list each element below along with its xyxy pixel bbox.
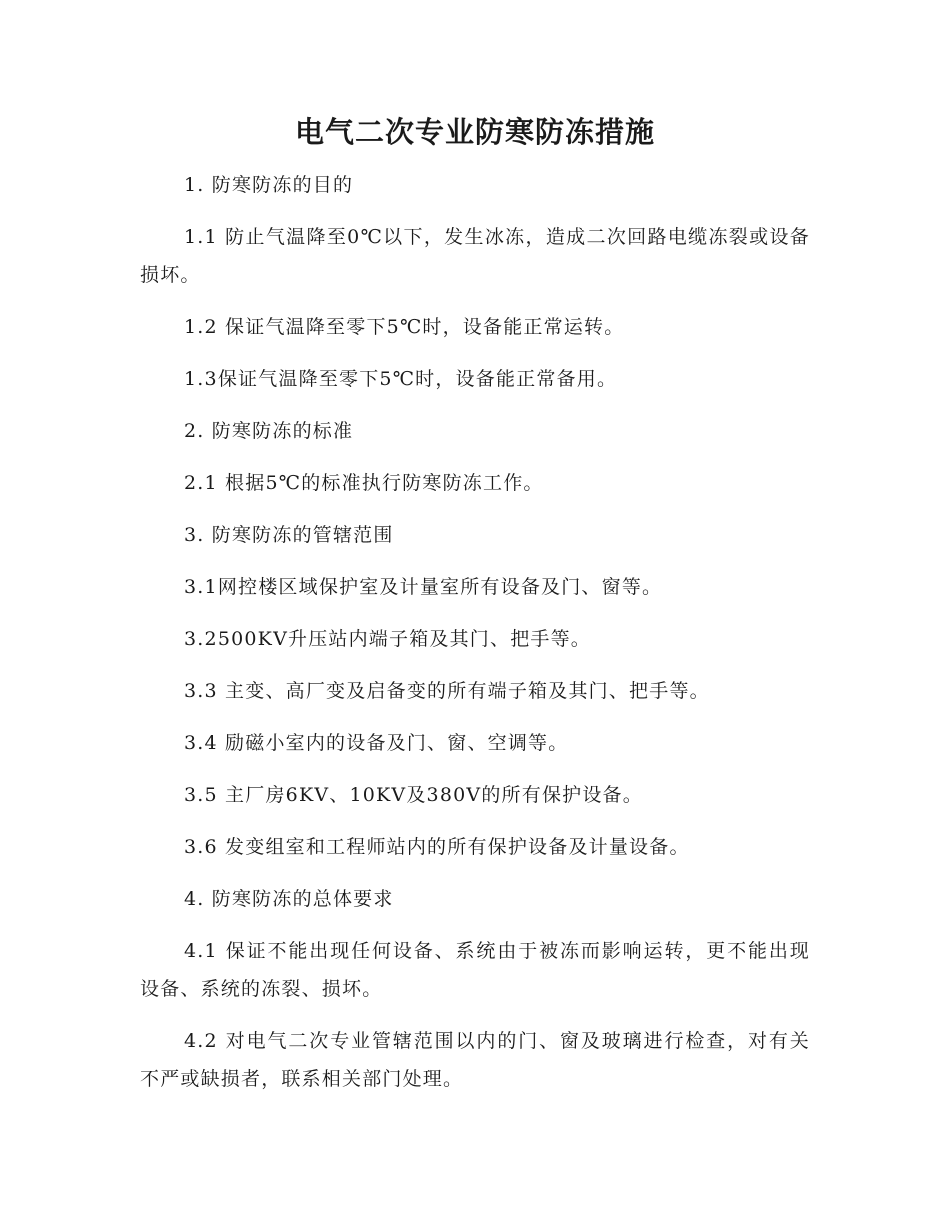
document-title: 电气二次专业防寒防冻措施 <box>294 115 655 149</box>
paragraph: 4.2 对电气二次专业管辖范围以内的门、窗及玻璃进行检查，对有关不严或缺损者，联系相关部门处理。 <box>140 1030 810 1090</box>
paragraph: 2.1 根据5℃的标准执行防寒防冻工作。 <box>184 472 544 494</box>
paragraph: 1.2 保证气温降至零下5℃时，设备能正常运转。 <box>184 316 625 338</box>
document-body <box>140 166 810 1112</box>
paragraph: 4.1 保证不能出现任何设备、系统由于被冻而影响运转，更不能出现设备、系统的冻裂、损坏。 <box>140 940 810 1000</box>
paragraph: 3.1网控楼区域保护室及计量室所有设备及门、窗等。 <box>184 576 663 598</box>
paragraph: 3.2500KV升压站内端子箱及其门、把手等。 <box>184 628 591 650</box>
paragraph: 1. 防寒防冻的目的 <box>184 174 354 196</box>
paragraph: 1.1 防止气温降至0℃以下，发生冰冻，造成二次回路电缆冻裂或设备损坏。 <box>140 226 810 286</box>
paragraph: 3.5 主厂房6KV、10KV及380V的所有保护设备。 <box>184 784 643 806</box>
paragraph: 4. 防寒防冻的总体要求 <box>184 888 394 910</box>
paragraph: 3.6 发变组室和工程师站内的所有保护设备及计量设备。 <box>184 836 690 858</box>
paragraph: 1.3保证气温降至零下5℃时，设备能正常备用。 <box>184 368 618 390</box>
paragraph: 3.3 主变、高厂变及启备变的所有端子箱及其门、把手等。 <box>184 680 710 702</box>
paragraph: 3. 防寒防冻的管辖范围 <box>184 524 394 546</box>
paragraph: 2. 防寒防冻的标准 <box>184 420 354 442</box>
paragraph: 3.4 励磁小室内的设备及门、窗、空调等。 <box>184 732 569 754</box>
